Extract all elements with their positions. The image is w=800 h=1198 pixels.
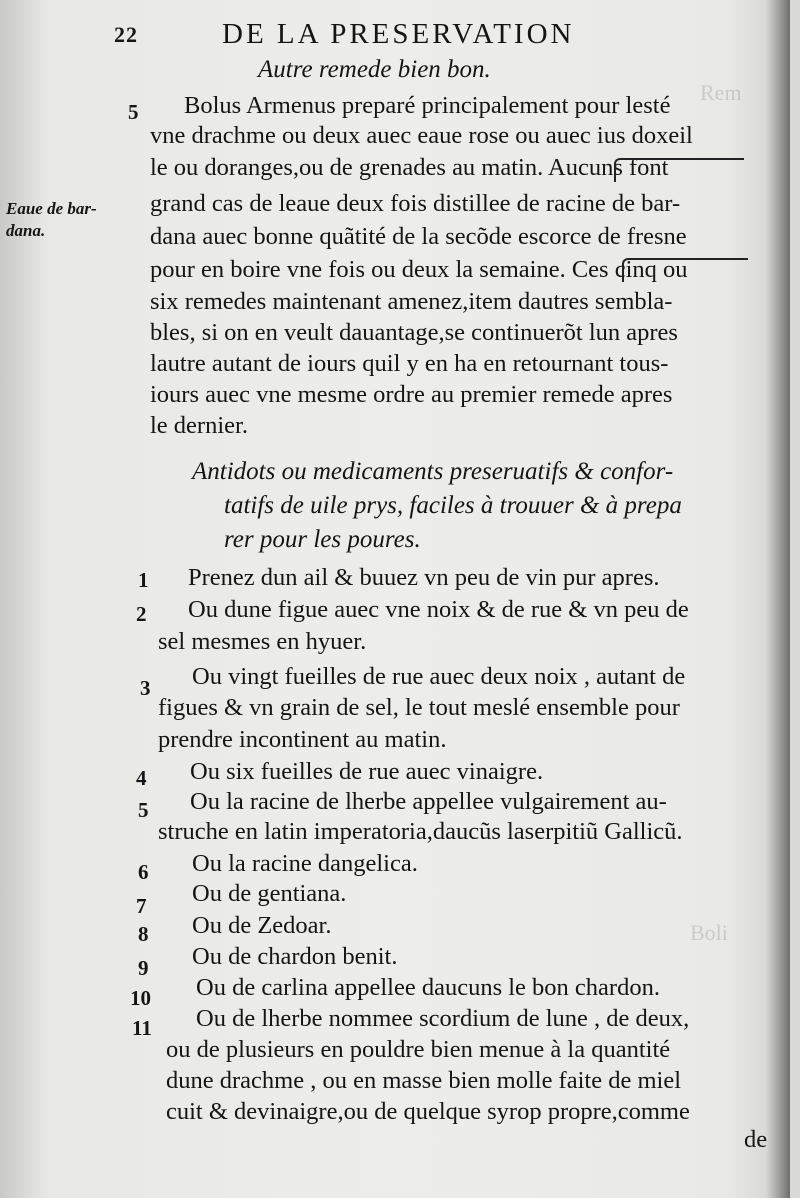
verse-number: 5 <box>128 100 139 124</box>
text-line: sel mesmes en hyuer. <box>158 628 367 655</box>
text-line: le ou doranges,ou de grenades au matin. Aucuns font <box>150 154 669 181</box>
item-number: 10 <box>130 986 151 1010</box>
section-heading: Autre remede bien bon. <box>258 56 491 83</box>
text-line: Prenez dun ail & buuez vn peu de vin pur apres. <box>188 564 660 591</box>
text-line: vne drachme ou deux auec eaue rose ou auec ius doxeil <box>150 122 693 149</box>
item-number: 7 <box>136 894 147 918</box>
text-line: Ou dune figue auec vne noix & de rue & vn peu de <box>188 596 689 623</box>
margin-note <box>6 198 97 242</box>
text-line: Ou de chardon benit. <box>192 943 398 970</box>
text-line: pour en boire vne fois ou deux la semaine. Ces cinq ou <box>150 256 688 283</box>
section-heading-line: Antidots ou medicaments preseruatifs & confor- <box>192 458 674 485</box>
text-line: bles, si on en veult dauantage,se continuerõt lun apres <box>150 319 678 346</box>
manuscript-mark <box>614 158 744 182</box>
catchword: de <box>744 1126 768 1153</box>
text-line: Ou six fueilles de rue auec vinaigre. <box>190 758 544 785</box>
item-number: 5 <box>138 798 149 822</box>
text-line: Ou la racine de lherbe appellee vulgairement au- <box>190 788 667 815</box>
text-line: Ou de Zedoar. <box>192 912 332 939</box>
text-line: dana auec bonne quãtité de la secõde escorce de fresne <box>150 223 687 250</box>
section-heading-line: tatifs de uile prys, faciles à trouuer & à prepa <box>224 492 682 519</box>
item-number: 3 <box>140 676 151 700</box>
text-line: le dernier. <box>150 412 248 439</box>
text-line: Ou la racine dangelica. <box>192 850 418 877</box>
show-through-text: Rem <box>700 80 742 105</box>
item-number: 9 <box>138 956 149 980</box>
margin-note-line: dana. <box>6 221 46 240</box>
item-number: 6 <box>138 860 149 884</box>
text-line: cuit & devinaigre,ou de quelque syrop propre,comme <box>166 1098 690 1125</box>
item-number: 1 <box>138 568 149 592</box>
text-line: dune drachme , ou en masse bien molle faite de miel <box>166 1067 682 1094</box>
running-head <box>0 16 790 56</box>
page-number: 22 <box>114 22 138 47</box>
margin-note-line: Eaue de bar- <box>6 199 97 218</box>
text-line: Ou de lherbe nommee scordium de lune , de deux, <box>196 1005 690 1032</box>
item-number: 2 <box>136 602 147 626</box>
text-line: Ou vingt fueilles de rue auec deux noix , autant de <box>192 663 686 690</box>
book-spine-shadow <box>766 0 790 1198</box>
text-line: Bolus Armenus preparé principalement pour lesté <box>184 92 671 119</box>
text-line: prendre incontinent au matin. <box>158 726 447 753</box>
text-line: Ou de carlina appellee daucuns le bon chardon. <box>196 974 660 1001</box>
item-number: 4 <box>136 766 147 790</box>
text-line: struche en latin imperatoria,daucũs laserpitiũ Gallicũ. <box>158 818 683 845</box>
item-number: 11 <box>132 1016 152 1040</box>
text-line: grand cas de leaue deux fois distillee de racine de bar- <box>150 190 681 217</box>
text-line: ou de plusieurs en pouldre bien menue à la quantité <box>166 1036 671 1063</box>
manuscript-mark <box>622 258 748 282</box>
page-title: DE LA PRESERVATION <box>222 18 575 50</box>
text-line: lautre autant de iours quil y en ha en retournant tous- <box>150 350 669 377</box>
text-line: six remedes maintenant amenez,item dautres sembla- <box>150 288 673 315</box>
text-line: iours auec vne mesme ordre au premier remede apres <box>150 381 673 408</box>
section-heading-line: rer pour les poures. <box>224 526 421 553</box>
text-line: figues & vn grain de sel, le tout meslé ensemble pour <box>158 694 680 721</box>
item-number: 8 <box>138 922 149 946</box>
show-through-text: Boli <box>690 920 728 945</box>
text-line: Ou de gentiana. <box>192 880 347 907</box>
